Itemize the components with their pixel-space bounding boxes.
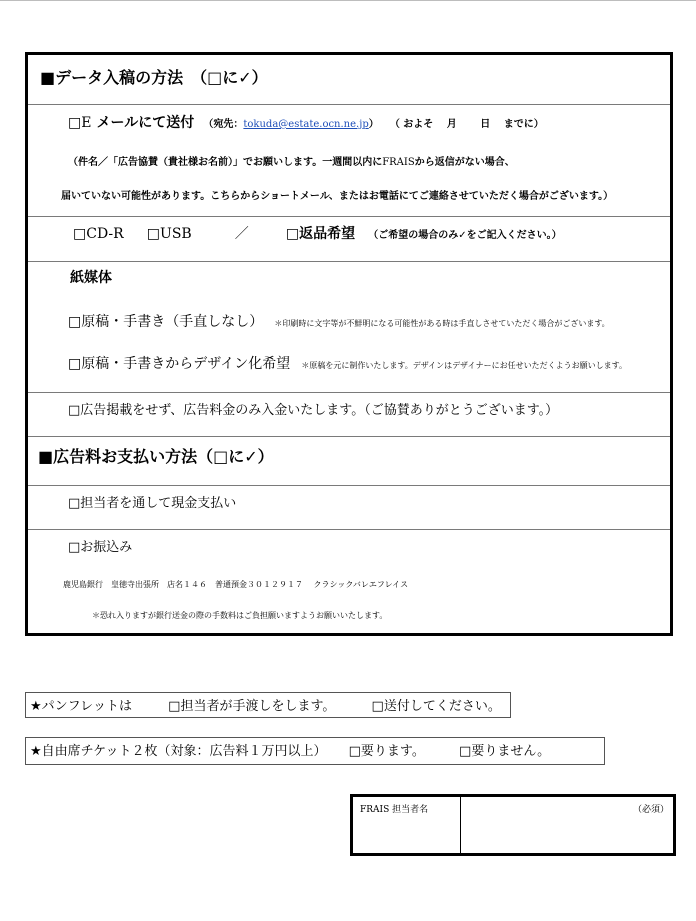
transfer-option-label[interactable]: □お振込み	[68, 540, 133, 555]
paper-option1-note: ＊印刷時に文字等が不鮮明になる可能性がある時は手直しさせていただく場合がございます。	[274, 319, 610, 328]
email-note-line1-b: から返信がない場合、	[414, 157, 515, 168]
email-note-line1-a: （件名／「広告協賛（貴社様お名前）」でお願いします。一週間以内に	[68, 157, 383, 168]
pamphlet-send-option[interactable]: □送付してください。	[371, 699, 501, 714]
top-rule	[0, 0, 696, 1]
paper-option1-label[interactable]: □原稿・手書き（手直しなし）	[68, 314, 264, 330]
divider	[28, 392, 670, 393]
divider	[28, 216, 670, 217]
address-suffix: ）	[368, 119, 379, 130]
cd-r-option[interactable]: □CD-R	[73, 226, 124, 242]
ticket-label: ★自由席チケット２枚（対象：広告料１万円以上）	[30, 744, 327, 759]
frais-name: FRAIS	[382, 157, 415, 168]
ticket-box	[25, 737, 605, 765]
transfer-option-row[interactable]	[68, 536, 696, 555]
media-row	[73, 223, 696, 243]
donation-option-label[interactable]: □広告掲載をせず、広告料金のみ入金いたします。（ご協賛ありがとうございます。）	[68, 403, 559, 418]
address-prefix: （宛先：	[203, 119, 244, 130]
divider	[28, 529, 670, 530]
email-note-line2	[61, 187, 696, 202]
return-note: （ご希望の場合のみ✓をご記入ください。）	[368, 230, 562, 241]
paper-option2-label[interactable]: □原稿・手書きからデザイン化希望	[68, 356, 291, 372]
required-mark: （必須）	[633, 805, 670, 815]
paper-media-row	[70, 267, 696, 287]
cash-option-row[interactable]	[68, 492, 696, 511]
return-label: 返品希望	[299, 226, 356, 242]
ticket-yes-option[interactable]: □要ります。	[348, 744, 425, 759]
divider	[28, 485, 670, 486]
email-checkbox[interactable]: □	[68, 115, 82, 131]
ticket-no-option[interactable]: □要りません。	[459, 744, 551, 759]
e-letter: E	[81, 115, 92, 131]
cash-option-label[interactable]: □担当者を通して現金支払い	[68, 496, 237, 511]
payment-heading-row	[38, 444, 680, 467]
email-address-link[interactable]: tokuda@estate.ocn.ne.jp	[243, 119, 369, 130]
paper-option2-row[interactable]	[68, 353, 696, 373]
email-note-line1	[68, 153, 696, 168]
staff-name-box	[350, 794, 676, 856]
return-checkbox[interactable]: □	[285, 226, 300, 242]
section1-heading: ■データ入稿の方法 （□に✓）	[40, 68, 268, 87]
email-option-label: メールにて送付	[96, 115, 195, 131]
divider	[28, 261, 670, 262]
email-option-row[interactable]	[68, 112, 696, 132]
bank-info-row	[63, 579, 696, 590]
divider	[28, 436, 670, 437]
bank-info-text: 鹿児島銀行 皇徳寺出張所 店名１４６ 普通預金３０１２９１７ クラシックバレエフレイス	[63, 580, 409, 589]
data-submission-heading	[40, 65, 682, 88]
pamphlet-hand-deliver-option[interactable]: □担当者が手渡しをします。	[168, 699, 336, 714]
paper-option1-row[interactable]	[68, 311, 696, 331]
donation-option-row[interactable]	[68, 399, 696, 418]
section2-heading: ■広告料お支払い方法（□に✓）	[38, 447, 274, 466]
pamphlet-box	[25, 692, 511, 718]
fee-note-row	[92, 610, 696, 621]
email-note-line2-text: 届いていない可能性があります。こちらからショートメール、またはお電話にてご連絡させていただく場合がございます。）	[61, 191, 614, 202]
order-form-box	[25, 52, 673, 636]
pamphlet-label: ★パンフレットは	[30, 699, 133, 714]
deadline-text: （ およそ 月 日 までに）	[389, 119, 544, 130]
divider	[28, 104, 670, 105]
staff-label: FRAIS 担当者名	[360, 805, 429, 815]
staff-divider	[460, 797, 461, 853]
usb-option[interactable]: □USB	[146, 226, 192, 242]
paper-option2-note: ＊原稿を元に制作いたします。デザインはデザイナーにお任せいただくようお願いします。	[301, 361, 627, 370]
paper-media-label: 紙媒体	[70, 270, 112, 286]
fee-note-text: ＊恐れ入りますが銀行送金の際の手数料はご負担願いますようお願いいたします。	[92, 611, 388, 620]
slash-separator: ／	[234, 226, 249, 242]
